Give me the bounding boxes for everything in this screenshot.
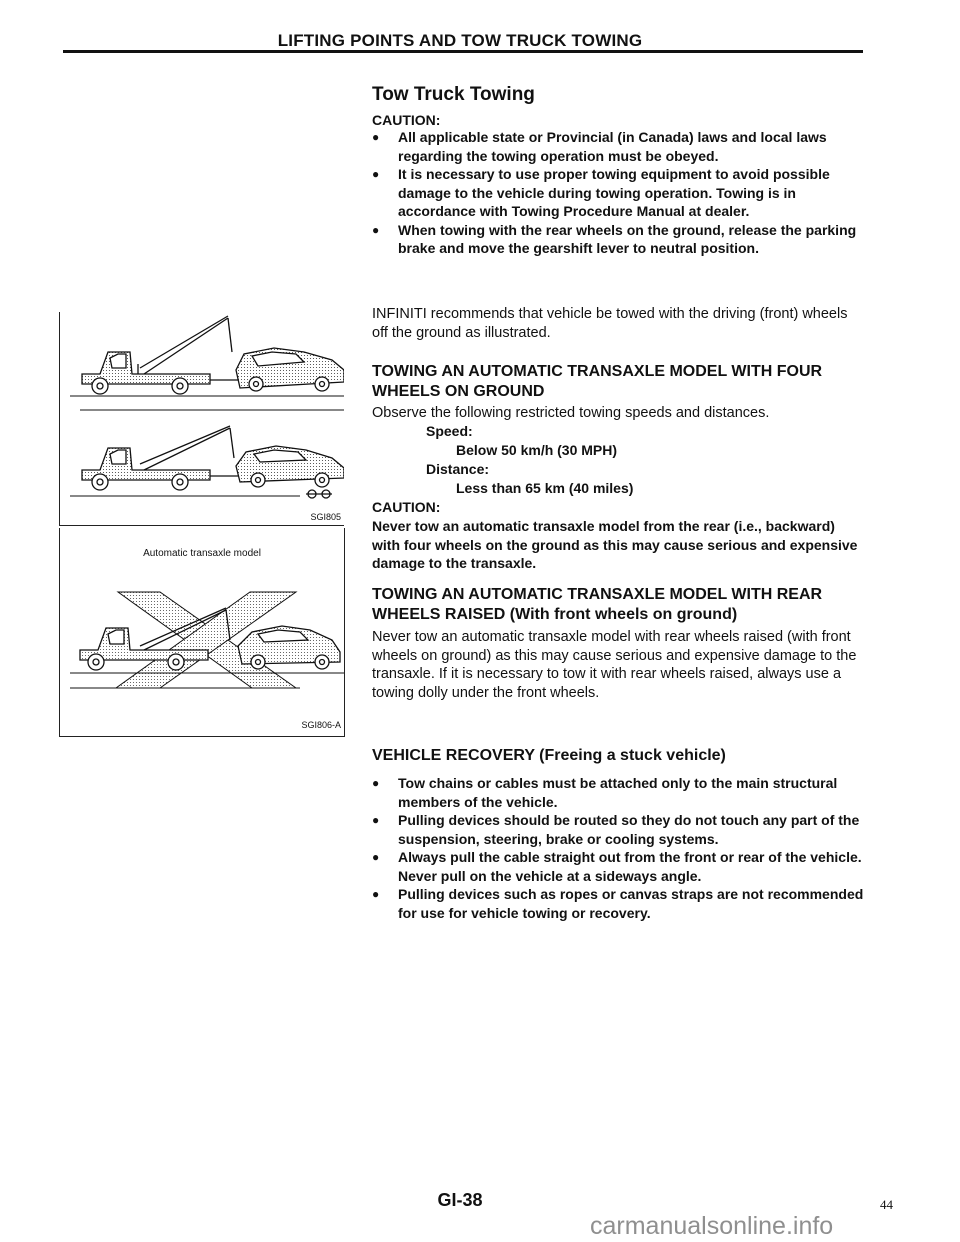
list-item: ● When towing with the rear wheels on the ground, release the parking brake and move the gearshift lever to neutral position. [372, 221, 857, 256]
list-item: ● Tow chains or cables must be attached only to the main structural members of the vehicle. [372, 775, 838, 810]
figure-tow-truck-illustration [59, 312, 344, 526]
four-wheels-caution: Never tow an automatic transaxle model from the rear (i.e., backward) with four wheels on the ground as this may cause serious and expensive damage to the transaxle. [372, 518, 858, 571]
list-item: ● Always pull the cable straight out from the front or rear of the vehicle. Never pull on the vehicle at a sideways angle. [372, 849, 862, 884]
recovery-heading: VEHICLE RECOVERY (Freeing a stuck vehicle) [372, 747, 726, 764]
caution-label: CAUTION: [372, 112, 441, 128]
rear-raised-heading: TOWING AN AUTOMATIC TRANSAXLE MODEL WITH REAR WHEELS RAISED (With front wheels on ground) [372, 586, 823, 623]
figure-code: SGI806-A [301, 720, 341, 730]
figure-caption: Automatic transaxle model [143, 548, 261, 559]
page-code: GI-38 [437, 1190, 483, 1210]
truck-upper [82, 316, 240, 394]
distance-value: Less than 65 km (40 miles) [456, 480, 634, 496]
truck-lower [82, 426, 240, 490]
car-lower [236, 446, 344, 498]
four-wheels-heading: TOWING AN AUTOMATIC TRANSAXLE MODEL WITH FOUR WHEELS ON GROUND [372, 363, 823, 400]
list-item: ● It is necessary to use proper towing equipment to avoid possible damage to the vehicle during towing operation. Towing is in accordance with Towing Procedure Manual at dealer. [372, 166, 830, 219]
page-number: 44 [880, 1197, 893, 1212]
rear-raised-text: Never tow an automatic transaxle model with rear wheels raised (with front wheels on ground) as this may cause serious and expensive damage to the transaxle. If it is necessary to tow it with rear wheels raised, always use a towing dolly under the front wheels. [372, 629, 857, 701]
caution-label: CAUTION: [372, 499, 441, 515]
page-header-title: LIFTING POINTS AND TOW TRUCK TOWING [277, 31, 643, 50]
watermark: carmanualsonline.info [590, 1212, 834, 1240]
speed-label: Speed: [426, 423, 473, 439]
figure-incorrect-towing [59, 528, 345, 737]
crossed-tow-drawing [60, 528, 344, 736]
section-title: Tow Truck Towing [372, 84, 535, 105]
distance-label: Distance: [426, 461, 490, 477]
header-rule [63, 50, 863, 53]
intro-paragraph: INFINITI recommends that vehicle be towed with the driving (front) wheels off the ground as illustrated. [372, 306, 848, 341]
list-item: ● Pulling devices should be routed so they do not touch any part of the suspension, steering, brake or cooling systems. [372, 812, 860, 847]
speed-value: Below 50 km/h (30 MPH) [456, 442, 618, 458]
car-upper [236, 348, 344, 391]
figure-code: SGI805 [310, 512, 341, 522]
four-wheels-text: Observe the following restricted towing speeds and distances. [372, 405, 770, 421]
recovery-list [372, 774, 864, 922]
car-crossed [238, 626, 340, 669]
list-item: ● Pulling devices such as ropes or canvas straps are not recommended for use for vehicle towing or recovery. [372, 886, 864, 921]
caution-list [372, 128, 864, 258]
tow-truck-drawing [60, 312, 344, 525]
list-item: ● All applicable state or Provincial (in Canada) laws and local laws regarding the towing operation must be obeyed. [372, 129, 827, 164]
